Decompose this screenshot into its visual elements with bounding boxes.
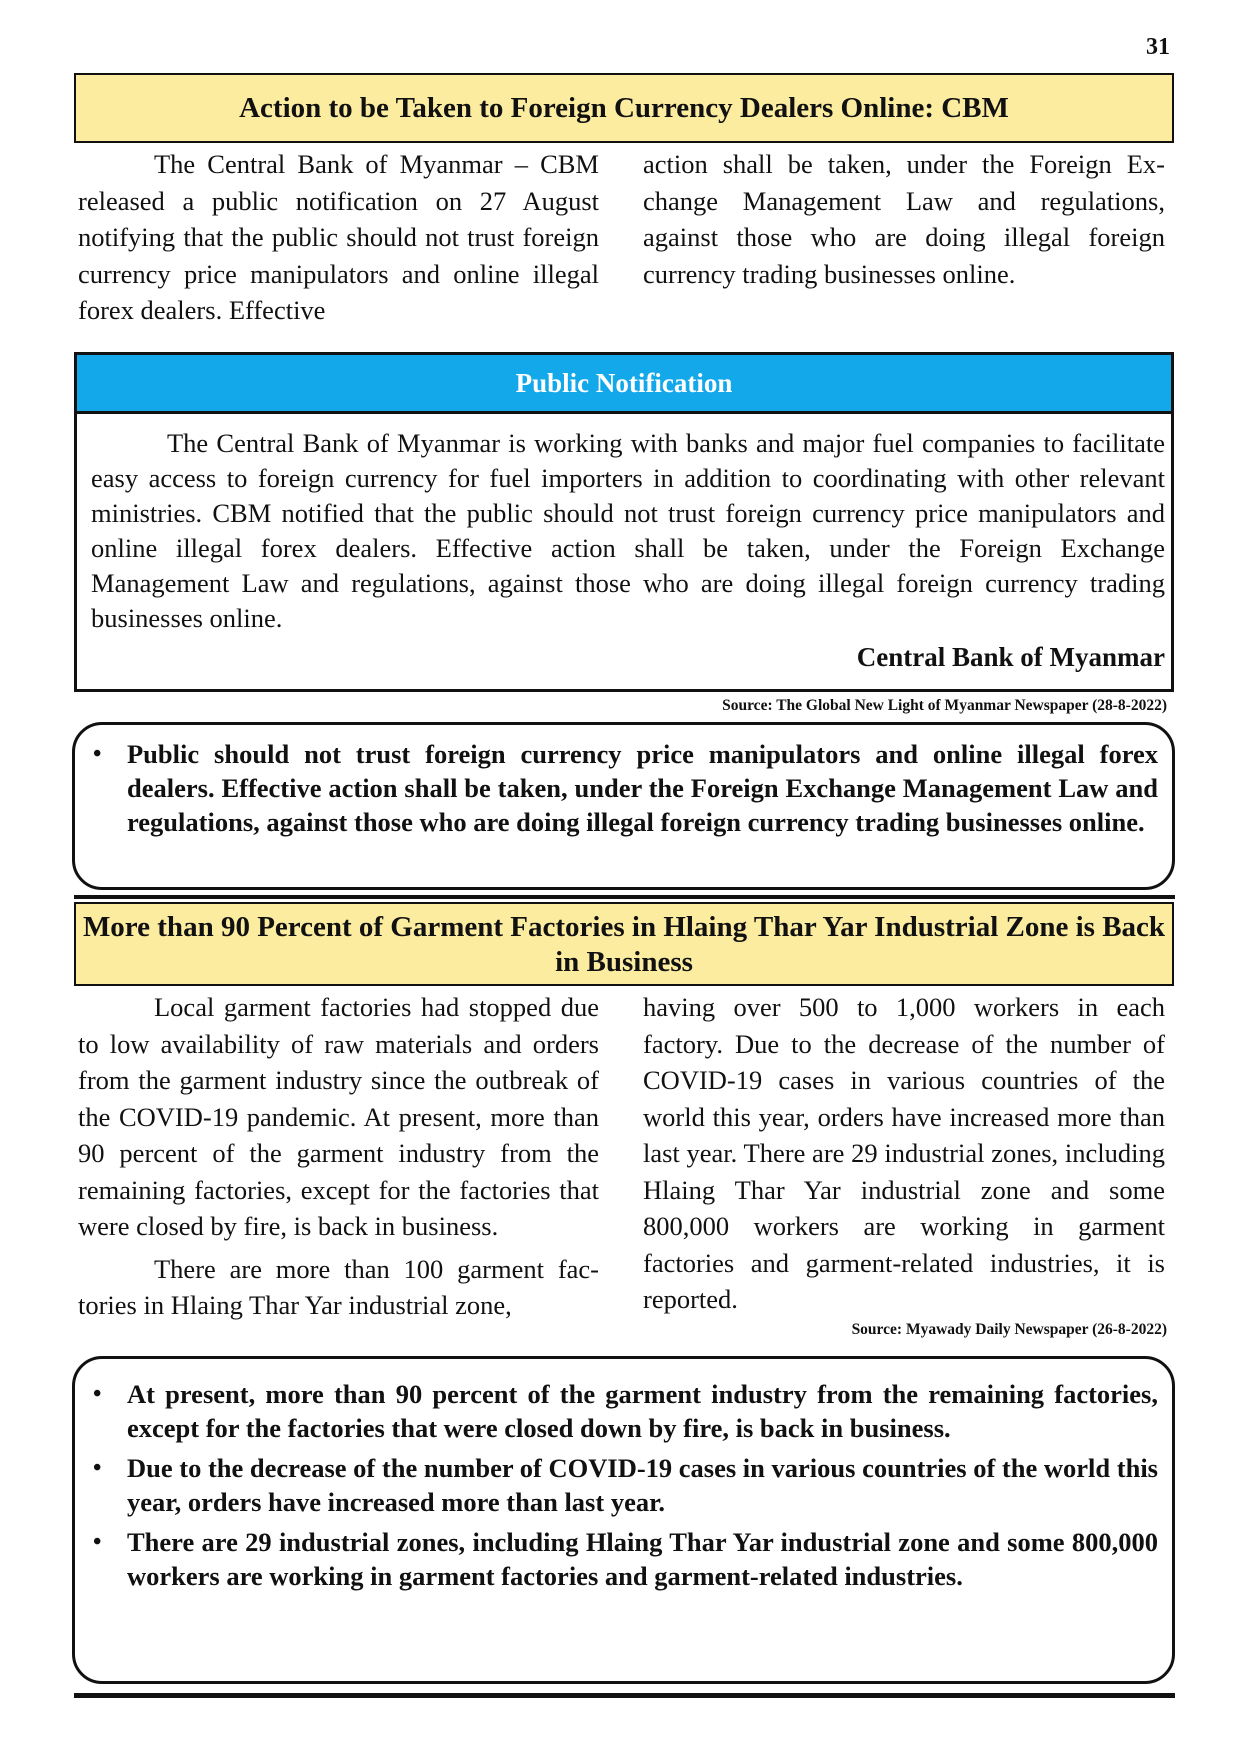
highlight-2-item [87,1525,1158,1593]
highlight-box-2 [72,1356,1175,1684]
article1-col-left [78,146,599,329]
article2-source: Source: Myawady Daily Newspaper (26-8-2022) [851,1321,1167,1338]
notification-body [74,414,1174,692]
article1-col-right [643,146,1165,292]
highlight-2-item-text: There are 29 industrial zones, including Hlaing Thar Yar industrial zone and some 800,000 workers are working in garment factories and garment-related industries. [127,1527,1158,1591]
bullet-icon: • [93,741,102,767]
article1-title-text: Action to be Taken to Foreign Currency Dealers Online: CBM [239,92,1009,124]
bullet-icon: • [93,1455,102,1481]
highlight-2-item-text: At present, more than 90 percent of the garment industry from the remaining factories, except for the factories that were closed down by fire, is back in business. [127,1379,1158,1443]
highlight-2-item [87,1451,1158,1519]
highlight-2-item [87,1377,1158,1445]
highlight-2-item-text: Due to the decrease of the number of COVID-19 cases in various countries of the world this year, orders have increased more than last year. [127,1453,1158,1517]
highlight-1-item [87,737,1158,839]
bullet-icon: • [93,1529,102,1555]
article2-col-right-text: having over 500 to 1,000 workers in each factory. Due to the decrease of the number of COVID-19 cases in various countries of the world this year, orders have increased more than last year. There are 29 industrial zones, including Hlaing Thar Yar industrial zone and some 800,000 workers are working in garment factories and garment-related industries, it is reported. [643,992,1165,1314]
bullet-icon: • [93,1381,102,1407]
notification-signer: Central Bank of Myanmar [856,642,1165,672]
article1-col-right-text: action shall be taken, under the Foreign Exchange Management Law and regulations, against those who are doing illegal foreign currency trading businesses online. [643,149,1165,289]
article1-title [74,73,1174,143]
article2-col-left-p2: There are more than 100 garment factories in Hlaing Thar Yar industrial zone, [78,1253,599,1320]
highlight-box-1 [72,722,1175,890]
article2-col-left-p1: Local garment factories had stopped due to low availability of raw materials and orders from the garment industry since the outbreak of the COVID-19 pandemic. At present, more than 90 percent of the garment industry from the remaining factories, except for the factories that were closed by fire, is back in business. [78,992,599,1241]
highlight-1-item-text: Public should not trust foreign currency price manipulators and online illegal forex dealers. Effective action shall be taken, under the Foreign Exchange Management Law and regulations, against those who are doing illegal foreign currency trading businesses online. [127,739,1158,837]
article1-col-left-text: The Central Bank of Myanmar – CBM released a public notification on 27 August notifying that the public should not trust foreign currency price manipulators and online illegal forex dealers. Effective [78,149,599,325]
notification-header-text: Public Notification [515,368,733,398]
page-number: 31 [1146,34,1170,60]
notification-header [74,352,1174,414]
notification-source: Source: The Global New Light of Myanmar Newspaper (28-8-2022) [722,697,1167,714]
bottom-divider [74,1693,1175,1698]
article2-title [74,902,1174,986]
section-divider [74,895,1175,899]
article2-col-left [78,989,599,1324]
article2-title-text: More than 90 Percent of Garment Factories in Hlaing Thar Yar Industrial Zone is Back in Business [82,911,1166,978]
article2-col-right [643,989,1165,1318]
notification-body-text: The Central Bank of Myanmar is working with banks and major fuel companies to facilitate easy access to foreign currency for fuel importers in addition to coordinating with other relevant ministries. CBM notified that the public should not trust foreign currency price manipulators and online illegal forex dealers. Effective action shall be taken, under the Foreign Exchange Management Law and regulations, against those who are doing illegal foreign currency trading businesses online. [91,428,1165,633]
